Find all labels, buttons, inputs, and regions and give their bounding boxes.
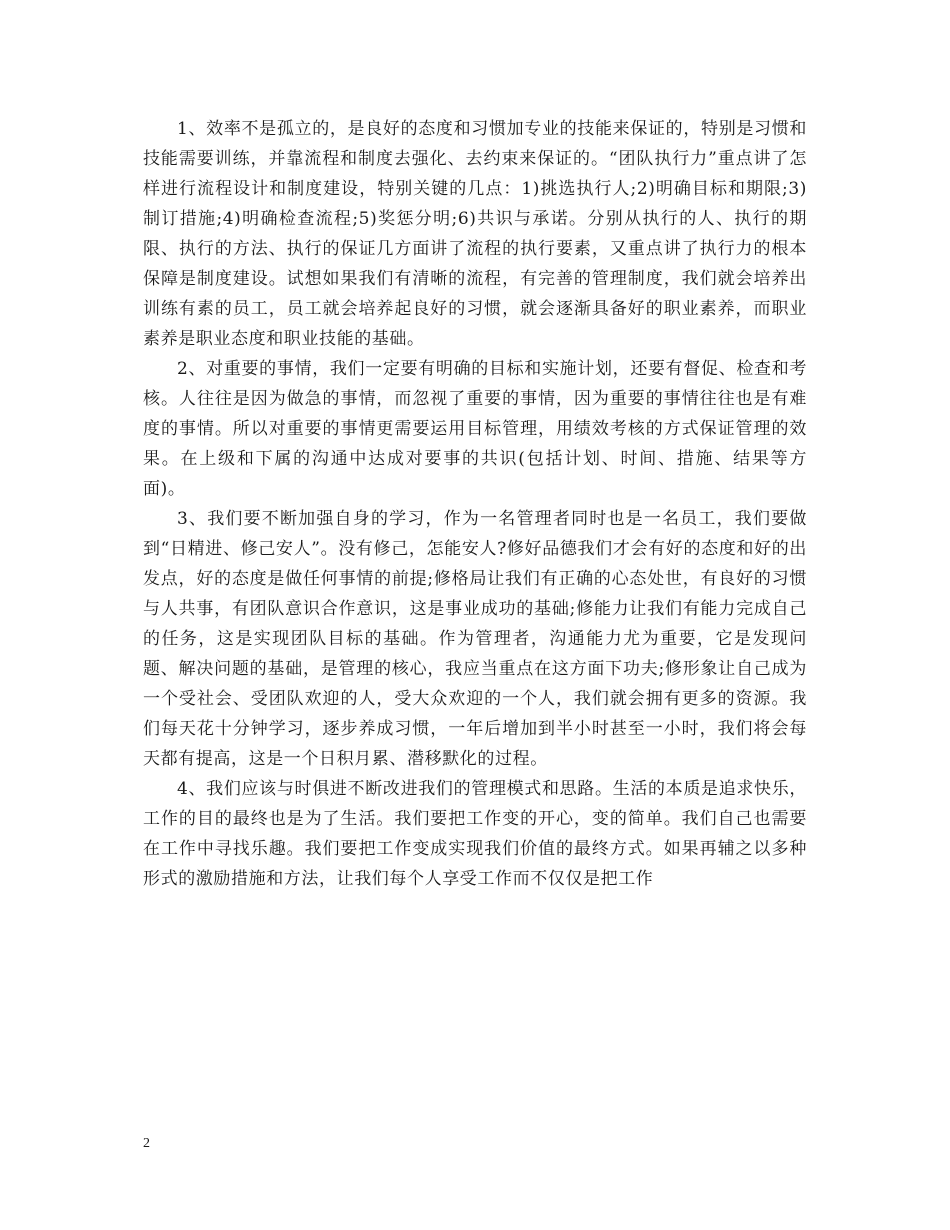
- page-number: 2: [143, 1136, 150, 1151]
- paragraph-1: 1、效率不是孤立的，是良好的态度和习惯加专业的技能来保证的，特别是习惯和技能需要训练，并靠流程和制度去强化、去约束来保证的。“团队执行力”重点讲了怎样进行流程设计和制度建设，特别关键的几点：1)挑选执行人;2)明确目标和期限;3)制订措施;4)明确检查流程;5)奖惩分明;6)共识与承诺。分别从执行的人、执行的期限、执行的方法、执行的保证几方面讲了流程的执行要素，又重点讲了执行力的根本保障是制度建设。试想如果我们有清晰的流程，有完善的管理制度，我们就会培养出训练有素的员工，员工就会培养起良好的习惯，就会逐渐具备好的职业素养，而职业素养是职业态度和职业技能的基础。: [143, 119, 807, 349]
- paragraph-3: 3、我们要不断加强自身的学习，作为一名管理者同时也是一名员工，我们要做到“日精进、修己安人”。没有修己，怎能安人?修好品德我们才会有好的态度和好的出发点，好的态度是做任何事情的前提;修格局让我们有正确的心态处世，有良好的习惯与人共事，有团队意识合作意识，这是事业成功的基础;修能力让我们有能力完成自己的任务，这是实现团队目标的基础。作为管理者，沟通能力尤为重要，它是发现问题、解决问题的基础，是管理的核心，我应当重点在这方面下功夫;修形象让自己成为一个受社会、受团队欢迎的人，受大众欢迎的一个人，我们就会拥有更多的资源。我们每天花十分钟学习，逐步养成习惯，一年后增加到半小时甚至一小时，我们将会每天都有提高，这是一个日积月累、潜移默化的过程。: [143, 509, 807, 769]
- paragraph-4: 4、我们应该与时俱进不断改进我们的管理模式和思路。生活的本质是追求快乐，工作的目的最终也是为了生活。我们要把工作变的开心，变的简单。我们自己也需要在工作中寻找乐趣。我们要把工作变成实现我们价值的最终方式。如果再辅之以多种形式的激励措施和方法，让我们每个人享受工作而不仅仅是把工作: [143, 779, 807, 889]
- paragraph-2: 2、对重要的事情，我们一定要有明确的目标和实施计划，还要有督促、检查和考核。人往往是因为做急的事情，而忽视了重要的事情，因为重要的事情往往也是有难度的事情。所以对重要的事情更需要运用目标管理，用绩效考核的方式保证管理的效果。在上级和下属的沟通中达成对要事的共识(包括计划、时间、措施、结果等方面)。: [143, 359, 807, 499]
- document-body: [143, 114, 807, 894]
